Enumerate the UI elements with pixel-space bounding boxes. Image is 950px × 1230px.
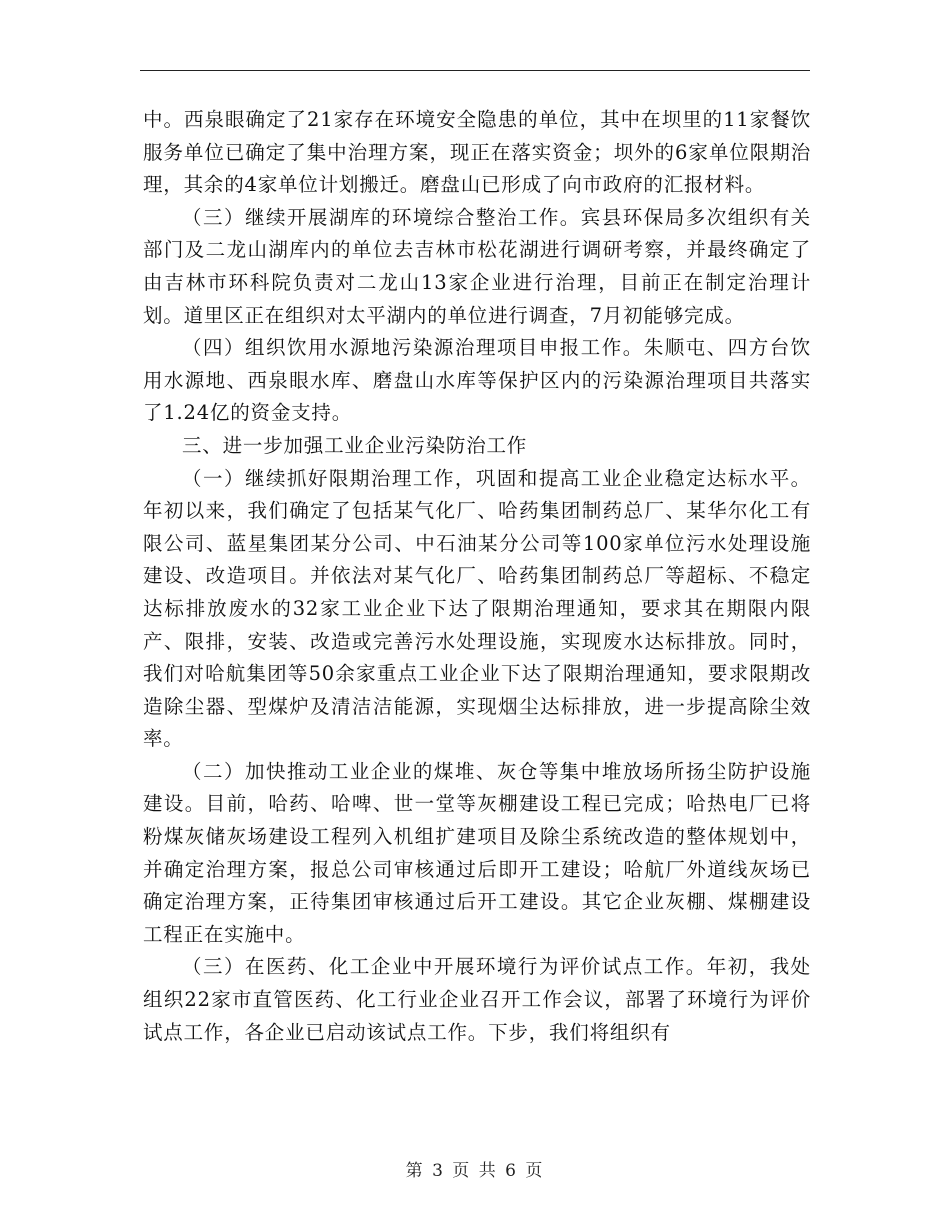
paragraph: （三）继续开展湖库的环境综合整治工作。宾县环保局多次组织有关部门及二龙山湖库内的单位去吉林市松花湖进行调研考察，并最终确定了由吉林市环科院负责对二龙山13家企业进行治理，目前正在制定治理计划。道里区正在组织对太平湖内的单位进行调查，7月初能够完成。 — [143, 205, 811, 327]
page-number-footer: 第 3 页 共 6 页 — [405, 1161, 545, 1181]
document-body — [143, 104, 811, 1049]
paragraph: （四）组织饮用水源地污染源治理项目申报工作。朱顺屯、四方台饮用水源地、西泉眼水库、磨盘山水库等保护区内的污染源治理项目共落实了1.24亿的资金支持。 — [143, 336, 811, 425]
paragraph: 中。西泉眼确定了21家存在环境安全隐患的单位，其中在坝里的11家餐饮服务单位已确定了集中治理方案，现正在落实资金；坝外的6家单位限期治理，其余的4家单位计划搬迁。磨盘山已形成了向市政府的汇报材料。 — [143, 108, 811, 197]
paragraph: （二）加快推动工业企业的煤堆、灰仓等集中堆放场所扬尘防护设施建设。目前，哈药、哈啤、世一堂等灰棚建设工程已完成；哈热电厂已将粉煤灰储灰场建设工程列入机组扩建项目及除尘系统改造的整体规划中，并确定治理方案，报总公司审核通过后即开工建设；哈航厂外道线灰场已确定治理方案，正待集团审核通过后开工建设。其它企业灰棚、煤棚建设工程正在实施中。 — [143, 759, 811, 946]
section-heading: 三、进一步加强工业企业污染防治工作 — [182, 433, 528, 457]
paragraph: （一）继续抓好限期治理工作，巩固和提高工业企业稳定达标水平。年初以来，我们确定了包括某气化厂、哈药集团制药总厂、某华尔化工有限公司、蓝星集团某分公司、中石油某分公司等100家单位污水处理设施建设、改造项目。并依法对某气化厂、哈药集团制药总厂等超标、不稳定达标排放废水的32家工业企业下达了限期治理通知，要求其在期限内限产、限排，安装、改造或完善污水处理设施，实现废水达标排放。同时，我们对哈航集团等50余家重点工业企业下达了限期治理通知，要求限期改造除尘器、型煤炉及清洁洁能源，实现烟尘达标排放，进一步提高除尘效率。 — [143, 466, 811, 751]
header-rule — [140, 70, 810, 71]
paragraph: （三）在医药、化工企业中开展环境行为评价试点工作。年初，我处组织22家市直管医药、化工行业企业召开工作会议，部署了环境行为评价试点工作，各企业已启动该试点工作。下步，我们将组织有 — [143, 955, 811, 1044]
